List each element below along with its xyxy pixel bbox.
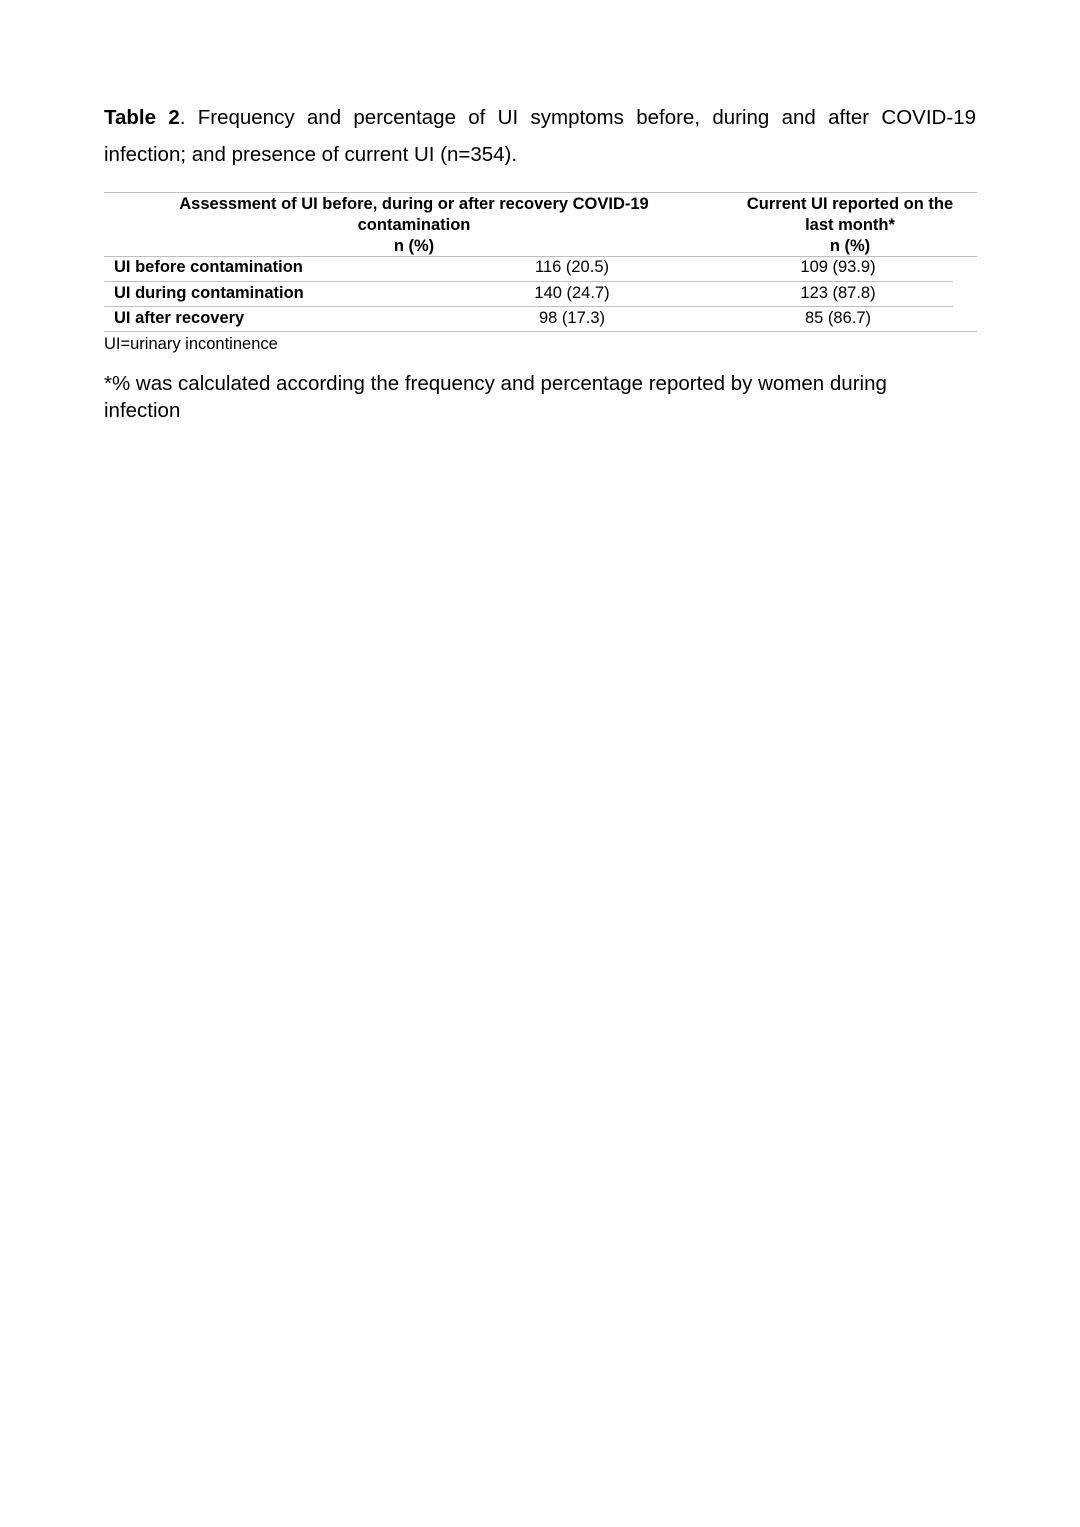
header-current-line2: last month* bbox=[805, 216, 895, 234]
row-label-before: UI before contamination bbox=[114, 258, 303, 276]
footnote-percent-note: *% was calculated according the frequency and percentage reported by women during infection bbox=[104, 372, 887, 422]
table-bottom-rule bbox=[104, 331, 977, 332]
footnote-abbreviation: UI=urinary incontinence bbox=[104, 335, 278, 353]
header-assessment-line2: contamination bbox=[357, 216, 471, 234]
header-assessment-line1: Assessment of UI before, during or after recovery COVID-19 bbox=[179, 195, 649, 213]
header-current-line1: Current UI reported on the bbox=[746, 195, 954, 213]
caption-text: . Frequency and percentage of UI symptoms before, during and after COVID-19 infection; and presence of current UI (n=354). bbox=[104, 106, 976, 166]
table-top-rule bbox=[104, 192, 977, 193]
row-during-assessment: 140 (24.7) bbox=[534, 284, 610, 302]
header-current-line3: n (%) bbox=[829, 237, 871, 255]
table-caption bbox=[104, 99, 976, 173]
row-after-current: 85 (86.7) bbox=[804, 309, 872, 327]
row-divider-1 bbox=[104, 281, 953, 282]
row-label-after: UI after recovery bbox=[114, 309, 245, 327]
row-label-during: UI during contamination bbox=[114, 284, 304, 302]
row-before-assessment: 116 (20.5) bbox=[535, 258, 609, 276]
row-during-current: 123 (87.8) bbox=[800, 284, 876, 302]
row-before-current: 109 (93.9) bbox=[800, 258, 876, 276]
table-label: Table 2 bbox=[104, 106, 180, 129]
row-after-assessment: 98 (17.3) bbox=[538, 309, 606, 327]
header-assessment-line3: n (%) bbox=[393, 237, 435, 255]
row-divider-2 bbox=[104, 306, 953, 307]
header-assessment bbox=[104, 194, 724, 257]
header-current-ui bbox=[724, 194, 976, 257]
